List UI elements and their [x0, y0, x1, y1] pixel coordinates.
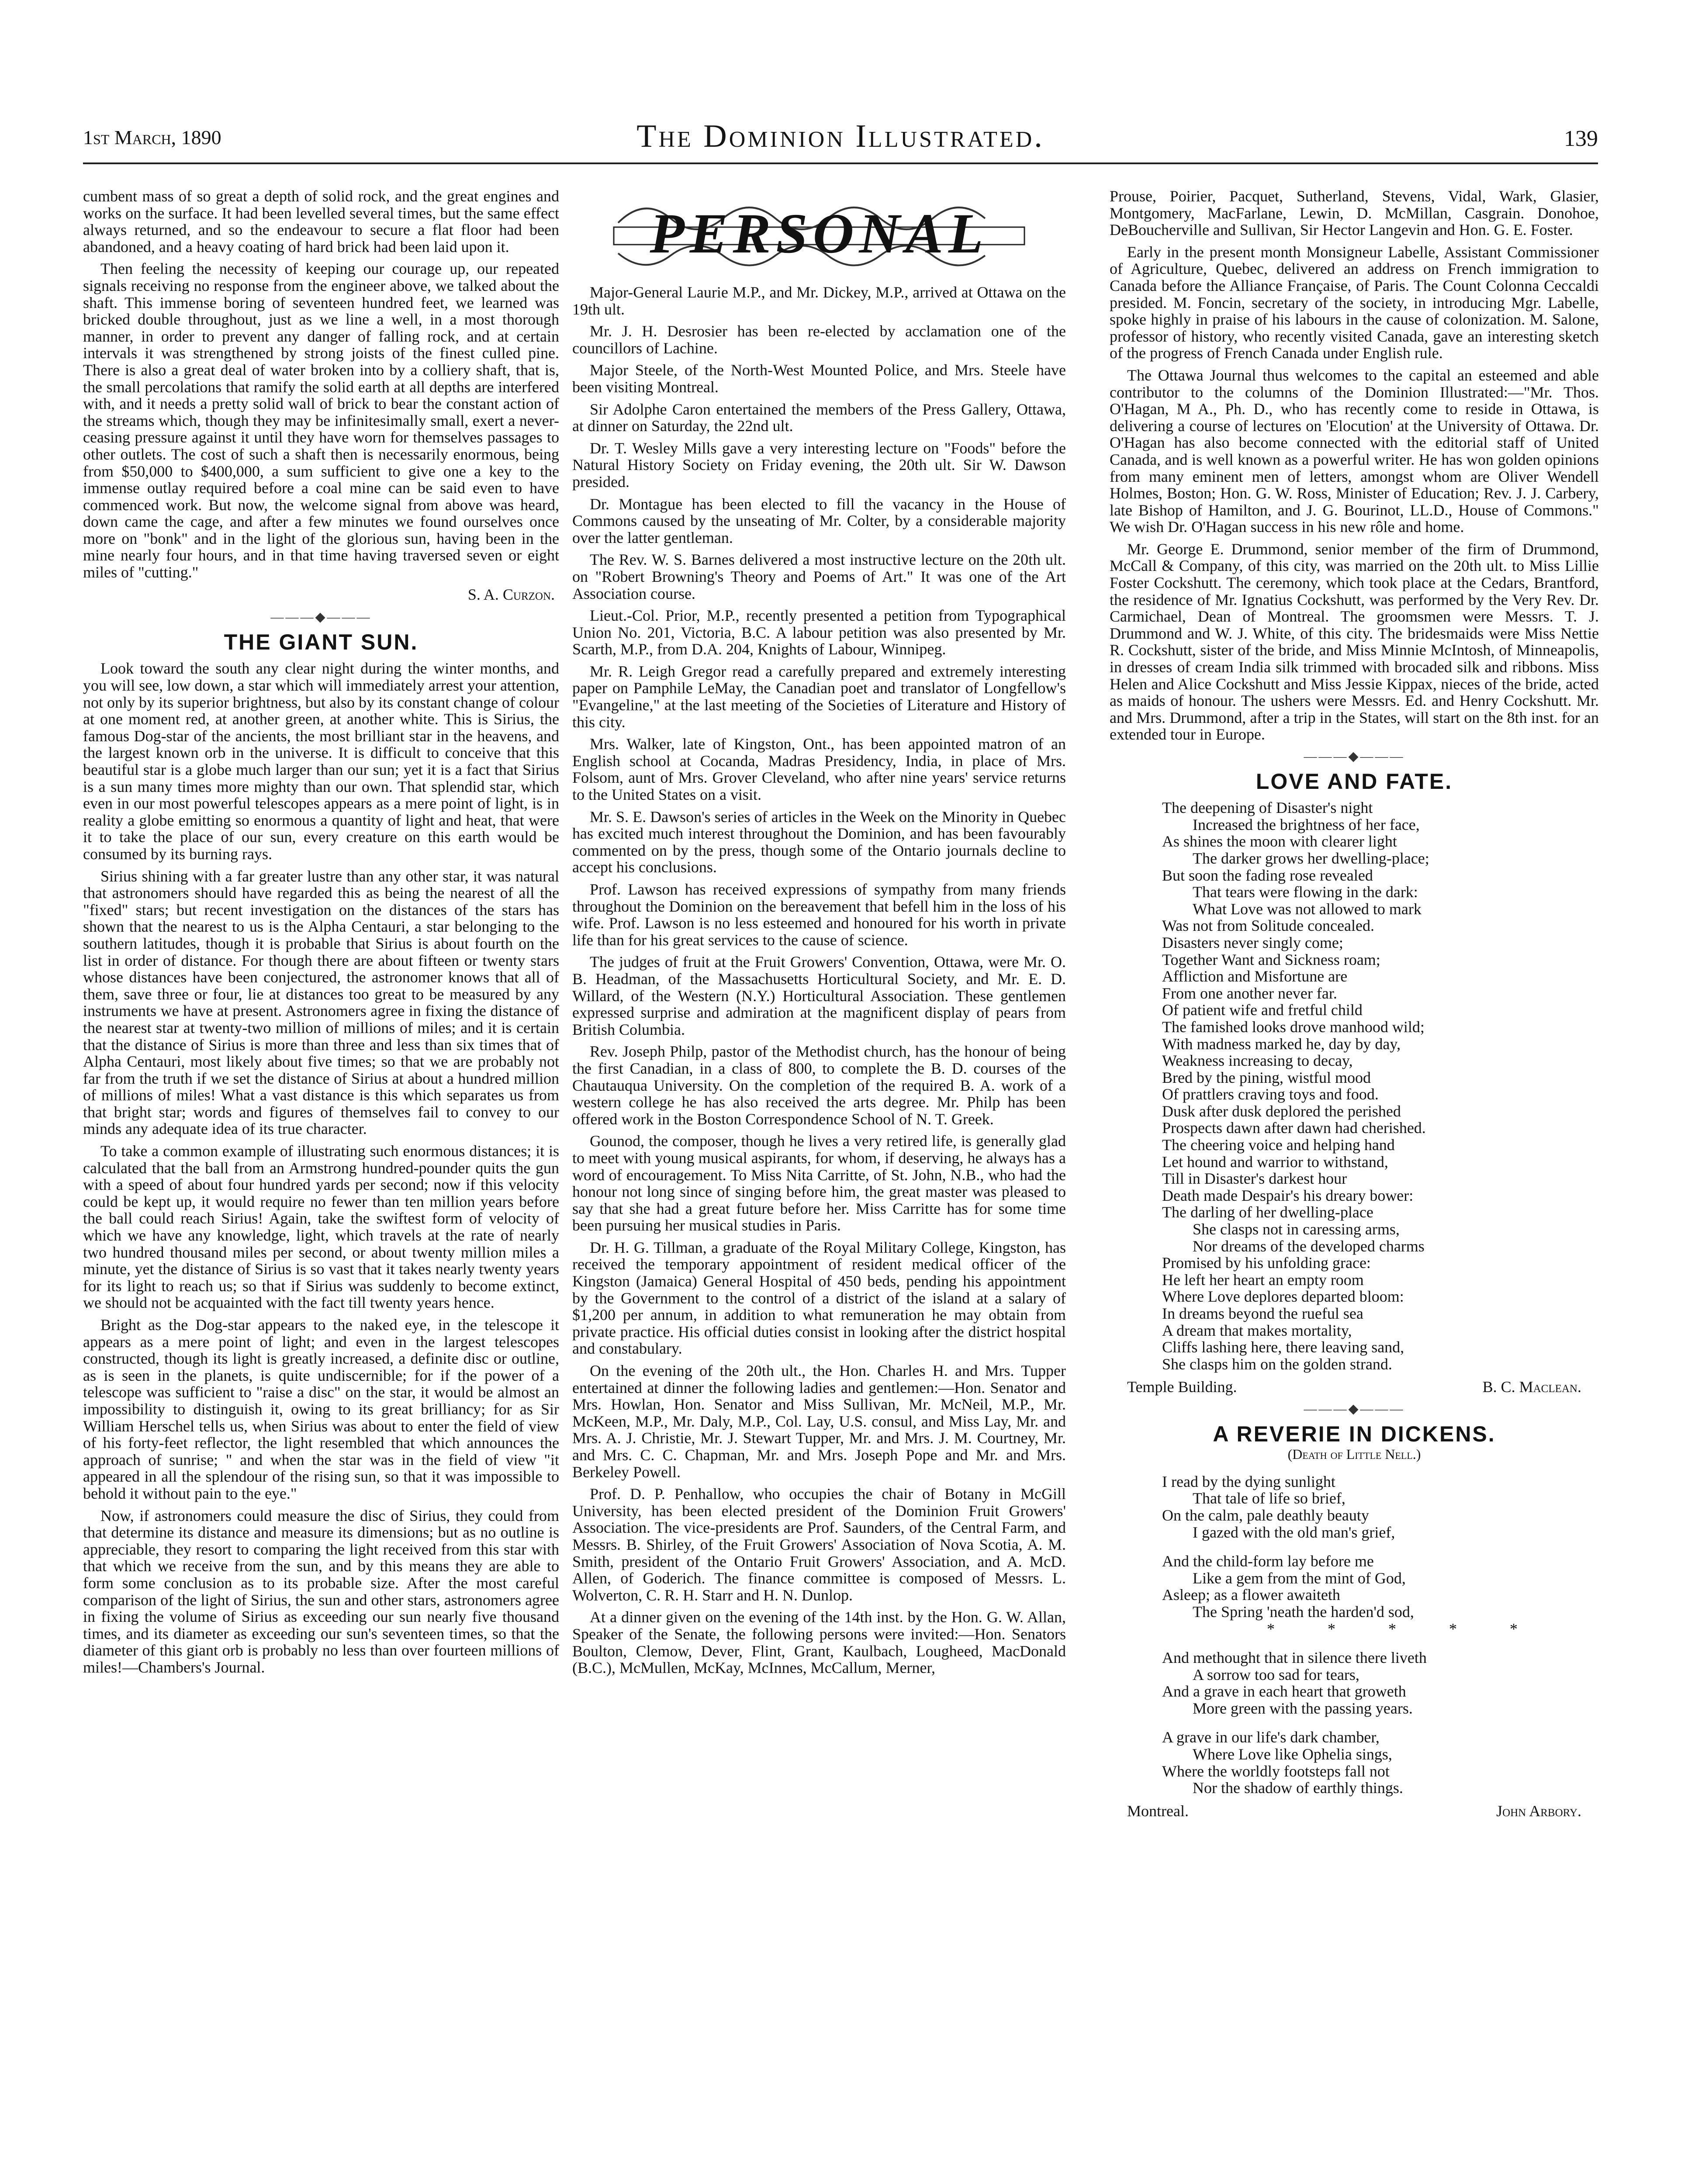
poem-line: Was not from Solitude concealed.	[1162, 917, 1374, 935]
poem-line: Bred by the pining, wistful mood	[1162, 1068, 1371, 1086]
poem-line: Till in Disaster's darkest hour	[1162, 1170, 1347, 1188]
poem-line: What Love was not allowed to mark	[1193, 900, 1422, 918]
poem-line: Nor the shadow of earthly things.	[1193, 1779, 1403, 1797]
poem-author: John Arbory.	[1496, 1802, 1581, 1820]
poem-line: The darling of her dwelling-place	[1162, 1203, 1373, 1221]
article-paragraph: Now, if astronomers could measure the disc of Sirius, they could from that determine its distance and measure its dimensions; but as no outline is appreciable, they resort to comparing the light received from this star with that which we receive from the sun, and by this means they are able to form some conclusion as to its probable size. After the most careful comparison of the light of Sirius, the sun and other stars, astronomers agree in fixing the volume of Sirius as exceeding our sun nearly five thousand times, and its diameter as exceeding our sun's seventeen times, so that the diameter of this giant orb is probably no less than over fourteen millions of miles!—Chambers's Journal.	[83, 1507, 559, 1676]
masthead-text: PERSONAL	[650, 202, 989, 265]
page-number: 139	[1564, 126, 1598, 151]
column-right	[1110, 188, 1599, 1825]
personal-item: Dr. Montague has been elected to fill the vacancy in the House of Commons caused by the unseating of Mr. Colter, by a considerable majority over the latter gentleman.	[572, 495, 1066, 546]
publication-title: The Dominion Illustrated.	[636, 118, 1045, 154]
poem-line: Let hound and warrior to withstand,	[1162, 1153, 1388, 1171]
poem-line: And methought that in silence there liveth	[1162, 1649, 1427, 1667]
personal-item: At a dinner given on the evening of the 14th inst. by the Hon. G. W. Allan, Speaker of the Senate, the following persons were invited:—Hon. Senators Boulton, Clemow, Dever, Flint, Grant, Kaulbach, Lougheed, MacDonald (B.C.), McMullen, McKay, McInnes, McCallum, Merner,	[572, 1608, 1066, 1677]
poem-line: Affliction and Misfortune are	[1162, 968, 1348, 985]
poem-line: Dusk after dusk deplored the perished	[1162, 1102, 1401, 1120]
poem-line: And the child-form lay before me	[1162, 1552, 1374, 1570]
poem-line: Weakness increasing to decay,	[1162, 1052, 1353, 1070]
poem-place: Temple Building.	[1127, 1378, 1237, 1396]
poem-line: Disasters never singly come;	[1162, 933, 1343, 951]
poem-line: Of patient wife and fretful child	[1162, 1001, 1363, 1019]
personal-item: Mr. J. H. Desrosier has been re-elected by acclamation one of the councillors of Lachine.	[572, 322, 1066, 357]
poem-line: But soon the fading rose revealed	[1162, 866, 1373, 884]
personal-item: Prouse, Poirier, Pacquet, Sutherland, Stevens, Vidal, Wark, Glasier, Montgomery, MacFarlane, Lewin, D. McMillan, Casgrain. Donohoe, DeBoucherville and Sullivan, Sir Hector Langevin and Hon. G. E. Foster.	[1110, 187, 1599, 239]
personal-item: Major-General Laurie M.P., and Mr. Dickey, M.P., arrived at Ottawa on the 19th ult.	[572, 283, 1066, 318]
poem-line: Where Love like Ophelia sings,	[1193, 1745, 1392, 1763]
article-paragraph: Sirius shining with a far greater lustre than any other star, it was natural that astronomers should have regarded this as being the nearest of all the "fixed" stars; but recent investigation on the distances of the stars has shown that the nearest to us is the Alpha Centauri, a star belonging to the southern latitudes, though it is probable that Sirius is about fourth on the list in order of distance. For though there are about fifteen or twenty stars whose distances have been conjectured, the astronomer knows that all of them, save three or four, lie at distances too great to be measured by any instruments we have at present. Astronomers agree in fixing the distance of the nearest star at twenty-two million of millions of miles; and it is certain that the distance of Sirius is more than three and less than six times that of Alpha Centauri, most likely about five times; so that we are probably not far from the truth if we set the distance of Sirius at about a hundred million of millions of miles! What a vast distance is this which separates us from that bright star; words and figures of themselves fail to convey to our minds any adequate idea of its true character.	[83, 867, 559, 1138]
article-paragraph: Then feeling the necessity of keeping our courage up, our repeated signals receiving no response from the engineer above, we talked about the shaft. This immense boring of seventeen hundred feet, we learned was bricked double throughout, just as we line a well, in a most thorough manner, in order to prevent any danger of falling rock, and at certain intervals it was strengthened by strong joists of the finest culled pine. There is also a great deal of water broken into by a colliery shaft, that is, the small percolations that ramify the solid earth at all depths are interfered with, and it needs a pretty solid wall of brick to bear the constant action of the streams which, though they may be infinitesimally small, exert a never-ceasing pressure against it until they have worn for themselves passages to other outlets. The cost of such a shaft then is necessarily enormous, being from $50,000 to $400,000, a sum sufficient to give one a key to the immense outlay required before a coal mine can be said even to have commenced work. But now, the welcome signal from above was heard, down came the cage, and after a few minutes we found ourselves once more on "bonk" and in the light of the glorious sun, having been in the mine nearly four hours, and in that time having traversed seven or eight miles of "cutting."	[83, 260, 559, 581]
poem-line: Nor dreams of the developed charms	[1193, 1237, 1425, 1255]
poem-stars: * * * * *	[1267, 1620, 1542, 1638]
poem-line: On the calm, pale deathly beauty	[1162, 1506, 1369, 1524]
article-paragraph: Look toward the south any clear night during the winter months, and you will see, low down, a star which will immediately arrest your attention, not only by its superior brightness, but also by its constant change of colour at one moment red, at another green, at another white. This is Sirius, the famous Dog-star of the ancients, the most brilliant star in the heavens, and the largest known orb in the universe. It is difficult to conceive that this beautiful star is a globe much larger than our sun; yet it is a fact that Sirius is a sun many times more mighty than our own. That splendid star, which even in our most powerful telescopes appears as a mere point of light, is in reality a globe emitting so enormous a quantity of light and heat, that were it to take the place of our sun, every creature on this earth would be consumed by its burning rays.	[83, 660, 559, 863]
poem-line: That tears were flowing in the dark:	[1193, 883, 1418, 901]
poem-line: A dream that makes mortality,	[1162, 1321, 1352, 1339]
poem-credit	[1127, 1803, 1581, 1820]
poem-line: Like a gem from the mint of God,	[1193, 1569, 1406, 1587]
poem-line: In dreams beyond the rueful sea	[1162, 1305, 1363, 1322]
giant-sun-title: THE GIANT SUN.	[224, 629, 419, 654]
poem-line: Prospects dawn after dawn had cherished.	[1162, 1119, 1426, 1137]
poem-line: And a grave in each heart that groweth	[1162, 1683, 1406, 1700]
poem-line: Of prattlers craving toys and food.	[1162, 1085, 1379, 1103]
article-paragraph: cumbent mass of so great a depth of solid rock, and the great engines and works on the surface. It had been levelled several times, but the same effect always returned, and so the endeavour to secure a flat floor had been abandoned, and a heavy coating of hard brick had been laid upon it.	[83, 187, 559, 256]
personal-item: Sir Adolphe Caron entertained the members of the Press Gallery, Ottawa, at dinner on Saturday, the 22nd ult.	[572, 400, 1066, 435]
personal-item: Dr. H. G. Tillman, a graduate of the Royal Military College, Kingston, has received the temporary appointment of resident medical officer of the Kingston (Jamaica) General Hospital of 450 beds, pending his appointment by the Government to the control of a district of the island at a salary of $1,200 per annum, in addition to what remuneration he may obtain from private practice. His official duties consist in looking after the district hospital and constabulary.	[572, 1238, 1066, 1358]
column-middle	[572, 188, 1066, 1682]
poem-line: As shines the moon with clearer light	[1162, 833, 1397, 850]
personal-item: Mr. R. Leigh Gregor read a carefully prepared and extremely interesting paper on Pamphile LeMay, the Canadian poet and translator of Longfellow's "Evangeline," at the last meeting of the Societies of Literature and History of this city.	[572, 662, 1066, 731]
poem-line: Asleep; as a flower awaiteth	[1162, 1586, 1340, 1604]
personal-item: Mr. S. E. Dawson's series of articles in the Week on the Minority in Quebec has excited much interest throughout the Dominion, and has been favourably commented on by the press, though some of the Ontario journals decline to accept his conclusions.	[572, 808, 1066, 876]
article-signature: S. A. Curzon.	[467, 585, 555, 603]
poem-line: I read by the dying sunlight	[1162, 1472, 1335, 1490]
poem-line: That tale of life so brief,	[1193, 1489, 1345, 1507]
header-rule	[83, 162, 1598, 164]
personal-item: The Ottawa Journal thus welcomes to the capital an esteemed and able contributor to the columns of the Dominion Illustrated:—"Mr. Thos. O'Hagan, M A., Ph. D., who has recently come to reside in Ottawa, is delivering a course of lectures on 'Elocution' at the University of Ottawa. Dr. O'Hagan has also become connected with the editorial staff of United Canada, and is well known as a powerful writer. He has won golden opinions from many eminent men of letters, amongst whom are Oliver Wendell Holmes, Boston; Hon. G. W. Ross, Minister of Education; Rev. J. J. Carbery, late Bishop of Hamilton, and J. G. Bourinot, LL.D., House of Commons." We wish Dr. O'Hagan success in his new rôle and home.	[1110, 366, 1599, 536]
poem-line: The Spring 'neath the harden'd sod,	[1193, 1603, 1414, 1621]
poem-place: Montreal.	[1127, 1802, 1189, 1820]
reverie-title: A REVERIE IN DICKENS.	[1213, 1421, 1496, 1446]
personal-item: On the evening of the 20th ult., the Hon. Charles H. and Mrs. Tupper entertained at dinner the following ladies and gentlemen:—Hon. Senator and Mrs. Howlan, Hon. Senator and Miss Sullivan, Mr. McNeil, M.P., Mr. McKeen, M.P., Mr. Daly, M.P., Col. Lay, U.S. consul, and Miss Lay, Mr. and Mrs. A. J. Christie, Mr. J. Stewart Tupper, Mr. and Mrs. J. M. Courtney, Mr. and Mrs. C. C. Chapman, Mr. and Mrs. Joseph Pope and Mr. and Mrs. Berkeley Powell.	[572, 1362, 1066, 1481]
love-and-fate-title: LOVE AND FATE.	[1256, 769, 1453, 794]
personal-item: Major Steele, of the North-West Mounted Police, and Mrs. Steele have been visiting Montreal.	[572, 361, 1066, 396]
poem-line: Where Love deplores departed bloom:	[1162, 1288, 1404, 1306]
personal-item: Prof. Lawson has received expressions of sympathy from many friends throughout the Dominion on the bereavement that befell him in the loss of his wife. Prof. Lawson is no less esteemed and honoured for his worth in private life than for his great services to the cause of science.	[572, 881, 1066, 949]
poem-line: He left her heart an empty room	[1162, 1271, 1364, 1289]
personal-item: Mr. George E. Drummond, senior member of the firm of Drummond, McCall & Company, of this city, was married on the 20th ult. to Miss Lillie Foster Cockshutt. The ceremony, which took place at the Cedars, Brantford, the residence of Mr. Ignatius Cockshutt, was performed by the Very Rev. Dr. Carmichael, Dean of Montreal. The groomsmen were Messrs. T. J. Drummond and W. J. White, of this city. The bridesmaids were Miss Nettie R. Cockshutt, sister of the bride, and Miss Minnie McIntosh, of Minneapolis, in dresses of cream India silk trimmed with brocaded silk and ribbons. Miss Helen and Alice Cockshutt and Miss Jessie Kippax, nieces of the bride, acted as maids of honour. The ushers were Messrs. Ed. and Henry Cockshutt. Mr. and Mrs. Drummond, after a trip in the States, will start on the 8th inst. for an extended tour in Europe.	[1110, 540, 1599, 743]
personal-masthead	[605, 197, 1033, 271]
poem-line: I gazed with the old man's grief,	[1193, 1523, 1395, 1541]
personal-item: The Rev. W. S. Barnes delivered a most instructive lecture on the 20th ult. on "Robert Browning's Theory and Poems of Art." It was one of the Art Association course.	[572, 551, 1066, 602]
personal-item: The judges of fruit at the Fruit Growers' Convention, Ottawa, were Mr. O. B. Headman, of the Massachusetts Horticultural Society, and Mr. E. D. Willard, of the Western (N.Y.) Horticultural Association. These gentlemen expressed surprise and admiration at the magnificent display of pears from British Columbia.	[572, 953, 1066, 1038]
personal-item: Early in the present month Monsigneur Labelle, Assistant Commissioner of Agriculture, Quebec, delivered an address on French immigration to Canada before the Alliance Française, of Paris. The Count Colonna Ceccaldi presided. M. Foncin, secretary of the society, in introducing Mgr. Labelle, spoke highly in praise of his labours in the cause of colonization. M. Salone, professor of history, who recently visited Canada, gave an interesting sketch of the progress of French Canada under English rule.	[1110, 243, 1599, 362]
column-left	[83, 188, 559, 1681]
poem-line: From one another never far.	[1162, 984, 1337, 1002]
poem-line: The cheering voice and helping hand	[1162, 1136, 1395, 1154]
personal-item: Prof. D. P. Penhallow, who occupies the chair of Botany in McGill University, has been elected president of the Dominion Fruit Growers' Association. The vice-presidents are Prof. Saunders, of the Central Farm, and Messrs. B. Shirley, of the Fruit Growers' Association of Nova Scotia, A. M. Smith, president of the Ontario Fruit Growers' Association, and A. McD. Allen, of Goderich. The finance committee is composed of Messrs. L. Wolverton, C. R. H. Starr and H. N. Dunlop.	[572, 1485, 1066, 1604]
reverie-subtitle: (Death of Little Nell.)	[1287, 1446, 1421, 1462]
personal-item: Mrs. Walker, late of Kingston, Ont., has been appointed matron of an English school at Cocanda, Madras Presidency, India, in place of Mrs. Folsom, aunt of Mrs. Grover Cleveland, who after nine years' service returns to the United States on a visit.	[572, 735, 1066, 804]
poem-line: Together Want and Sickness roam;	[1162, 950, 1380, 968]
personal-item: Rev. Joseph Philp, pastor of the Methodist church, has the honour of being the first Canadian, in a class of 800, to complete the B. D. courses of the Chautauqua University. On the completion of the required B. A. work of a western college he has also received the arts degree. Mr. Philp has been offered work in the Boston Correspondence School of N. T. Greek.	[572, 1043, 1066, 1128]
poem-line: Promised by his unfolding grace:	[1162, 1254, 1371, 1272]
poem-line: Cliffs lashing here, there leaving sand,	[1162, 1338, 1404, 1356]
poem-line: A sorrow too sad for tears,	[1193, 1666, 1359, 1683]
personal-item: Dr. T. Wesley Mills gave a very interesting lecture on "Foods" before the Natural History Society on Friday evening, the 20th ult. Sir W. Dawson presided.	[572, 439, 1066, 491]
section-divider: ———◆———	[270, 610, 372, 625]
section-divider: ———◆———	[1304, 1401, 1405, 1416]
issue-date: 1st March, 1890	[83, 126, 221, 149]
poem-line: The deepening of Disaster's night	[1162, 799, 1373, 817]
personal-item: Lieut.-Col. Prior, M.P., recently presented a petition from Typographical Union No. 201, Victoria, B.C. A labour petition was also presented by Mr. Scarth, M.P., from D.A. 204, Knights of Labour, Winnipeg.	[572, 607, 1066, 658]
personal-items	[572, 284, 1066, 1676]
personal-item: Gounod, the composer, though he lives a very retired life, is generally glad to meet with young musical aspirants, for whom, if deserving, he always has a word of encouragement. To Miss Nita Carritte, of St. John, N.B., who had the honour not long since of singing before him, the great master was pleased to say that she had a great future before her. Miss Carritte has for some time been pursuing her musical studies in Paris.	[572, 1132, 1066, 1234]
poem-line: Death made Despair's his dreary bower:	[1162, 1186, 1414, 1204]
page-header	[83, 118, 1598, 166]
poem-line: The famished looks drove manhood wild;	[1162, 1018, 1425, 1036]
poem-credit	[1127, 1379, 1581, 1396]
poem-line: She clasps not in caressing arms,	[1193, 1220, 1400, 1238]
poem-author: B. C. Maclean.	[1482, 1378, 1581, 1396]
poem-line: Where the worldly footsteps fall not	[1162, 1762, 1390, 1780]
poem-line: Increased the brightness of her face,	[1193, 816, 1420, 833]
article-paragraph: Bright as the Dog-star appears to the naked eye, in the telescope it appears as a mere point of light; and even in the largest telescopes constructed, though its light is greatly increased, a definite disc or outline, as is seen in the planets, is quite undiscernible; for if the power of a telescope was sufficient to "raise a disc" on the star, it would be almost an impossibility to distinguish it, owing to its great brilliancy; for as Sir William Herschel tells us, when Sirius was about to enter the field of view of his forty-feet reflector, the light resembled that which announces the approach of sunrise; " and when the star was in the field of view "it appeared in all the splendour of the rising sun, so that it was impossible to behold it without pain to the eye."	[83, 1316, 559, 1502]
poem-line: A grave in our life's dark chamber,	[1162, 1728, 1380, 1746]
poem-line: The darker grows her dwelling-place;	[1193, 849, 1429, 867]
love-and-fate-poem	[1110, 799, 1599, 1372]
poem-line: With madness marked he, day by day,	[1162, 1035, 1401, 1053]
reverie-poem	[1110, 1473, 1599, 1797]
article-paragraph: To take a common example of illustrating such enormous distances; it is calculated that the ball from an Armstrong hundred-pounder quits the gun with a speed of about four hundred yards per second; now if this velocity could be kept up, it would require no fewer than ten million years before the ball could reach Sirius! Again, take the swiftest form of velocity of which we have any knowledge, light, which travels at the rate of nearly two hundred thousand miles per second, or about twenty million miles a minute, yet the distance of Sirius is so vast that it takes nearly twenty years for its light to reach us; so that if Sirius was suddenly to become extinct, we should not be acquainted with the fact till twenty years hence.	[83, 1142, 559, 1312]
poem-line: More green with the passing years.	[1193, 1699, 1413, 1717]
poem-line: She clasps him on the golden strand.	[1162, 1355, 1392, 1373]
section-divider: ———◆———	[1304, 749, 1405, 764]
